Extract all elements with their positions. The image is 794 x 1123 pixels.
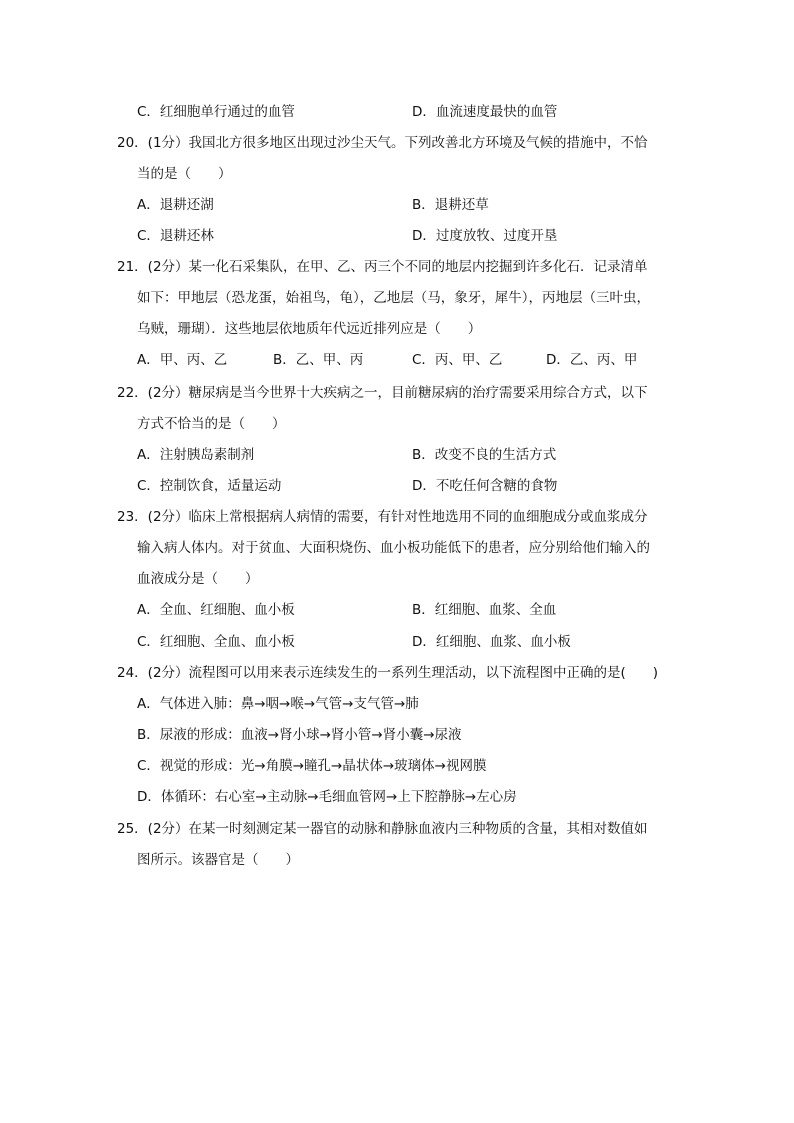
q22-option-b: B．改变不良的生活方式 xyxy=(412,447,557,463)
q20-option-b: B．退耕还草 xyxy=(412,197,489,213)
q21-option-c: C．丙、甲、乙 xyxy=(412,352,503,368)
q23-stem-line2: 输入病人体内。对于贫血、大面积烧伤、血小板功能低下的患者，应分别给他们输入的 xyxy=(137,540,650,556)
q24-option-b: B．尿液的形成：血液→肾小球→肾小管→肾小囊→尿液 xyxy=(137,727,462,743)
q21-option-d: D．乙、丙、甲 xyxy=(546,352,638,368)
q22-option-c: C．控制饮食，适量运动 xyxy=(137,478,282,494)
q23-option-d: D．红细胞、血浆、血小板 xyxy=(412,634,571,650)
q21-option-b: B．乙、甲、丙 xyxy=(273,352,364,368)
q23-option-c: C．红细胞、全血、血小板 xyxy=(137,634,295,650)
q20-option-a: A．退耕还湖 xyxy=(137,197,214,213)
q23-option-b: B．红细胞、血浆、全血 xyxy=(412,602,557,618)
q21-stem-line3: 乌贼，珊瑚）．这些地层依地质年代远近排列应是（ ） xyxy=(137,321,482,337)
q23-stem-line1: 23．(2分）临床上常根据病人病情的需要，有针对性地选用不同的血细胞成分或血浆成分 xyxy=(117,509,648,525)
q25-stem-line1: 25．(2分）在某一时刻测定某一器官的动脉和静脉血液内三种物质的含量，其相对数值如 xyxy=(117,821,648,837)
q22-stem-line2: 方式不恰当的是（ ） xyxy=(137,416,286,432)
q21-option-a: A．甲、丙、乙 xyxy=(137,352,228,368)
q23-option-a: A．全血、红细胞、血小板 xyxy=(137,602,295,618)
q21-stem-line1: 21．(2分）某一化石采集队，在甲、乙、丙三个不同的地层内挖掘到许多化石．记录清单 xyxy=(117,259,648,275)
q19-option-d: D．血流速度最快的血管 xyxy=(412,104,558,120)
q20-stem-line2: 当的是（ ） xyxy=(137,166,232,182)
q24-stem-line1: 24．(2分）流程图可以用来表示连续发生的一系列生理活动，以下流程图中正确的是( ) xyxy=(117,665,659,681)
q20-option-d: D．过度放牧、过度开垦 xyxy=(412,228,558,244)
q22-option-d: D．不吃任何含糖的食物 xyxy=(412,478,558,494)
q24-option-c: C．视觉的形成：光→角膜→瞳孔→晶状体→玻璃体→视网膜 xyxy=(137,758,487,774)
q23-stem-line3: 血液成分是（ ） xyxy=(137,571,259,587)
q22-stem-line1: 22．(2分）糖尿病是当今世界十大疾病之一，目前糖尿病的治疗需要采用综合方式，以下 xyxy=(117,385,648,401)
q25-stem-line2: 图所示。该器官是（ ） xyxy=(137,852,299,868)
q24-option-a: A．气体进入肺：鼻→咽→喉→气管→支气管→肺 xyxy=(137,696,419,712)
q21-stem-line2: 如下：甲地层（恐龙蛋，始祖鸟，龟），乙地层（马，象牙，犀牛），丙地层（三叶虫， xyxy=(137,290,650,306)
q20-option-c: C．退耕还林 xyxy=(137,228,214,244)
q22-option-a: A．注射胰岛素制剂 xyxy=(137,447,255,463)
q24-option-d: D．体循环：右心室→主动脉→毛细血管网→上下腔静脉→左心房 xyxy=(137,789,517,805)
q19-option-c: C．红细胞单行通过的血管 xyxy=(137,104,295,120)
q20-stem-line1: 20．(1分）我国北方很多地区出现过沙尘天气。下列改善北方环境及气候的措施中，不恰 xyxy=(117,135,648,151)
